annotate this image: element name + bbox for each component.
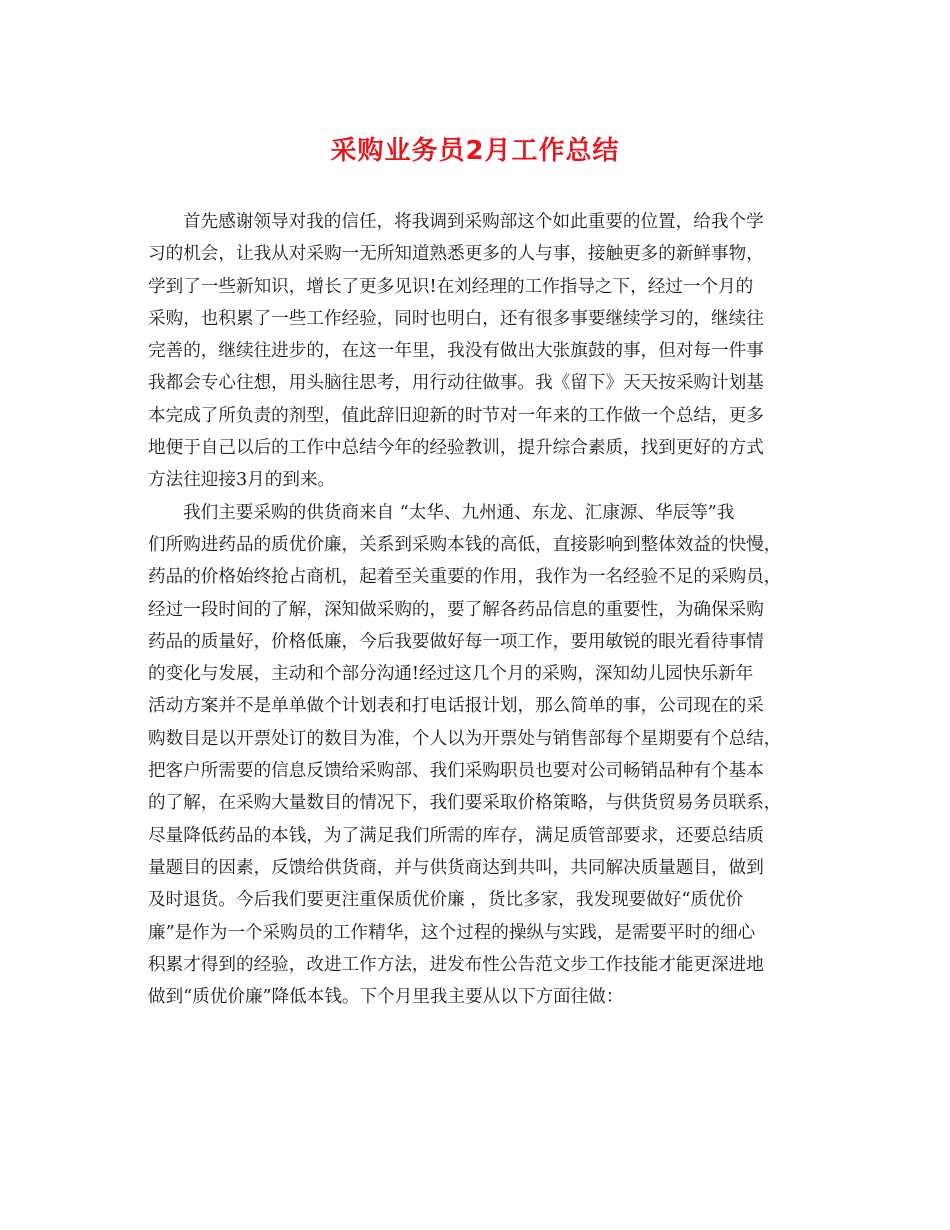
text-line: 购数目是以开票处订的数目为准，个人以为开票处与销售部每个星期要有个总结，: [148, 728, 782, 749]
text-line: 学到了一些新知识，增长了更多见识!在刘经理的工作指导之下，经过一个月的: [148, 276, 754, 297]
text-line: 量题目的因素，反馈给供货商，并与供货商达到共叫，共同解决质量题目，做到: [148, 857, 764, 878]
text-line: 经过一段时间的了解，深知做采购的，要了解各药品信息的重要性，为确保采购: [148, 599, 764, 620]
text-line: 本完成了所负责的剂型，值此辞旧迎新的时节对一年来的工作做一个总结，更多: [148, 405, 764, 426]
paragraph: [148, 206, 808, 497]
text-line: 活动方案并不是单单做个计划表和打电话报计划，那么简单的事，公司现在的采: [148, 696, 764, 717]
text-line: 的了解，在采购大量数目的情况下，我们要采取价格策略，与供货贸易务员联系，: [148, 793, 782, 814]
text-line: 采购，也积累了一些工作经验，同时也明白，还有很多事要继续学习的，继续往: [148, 308, 764, 329]
text-line: 药品的质量好，价格低廉，今后我要做好每一项工作，要用敏锐的眼光看待事情: [148, 631, 764, 652]
paragraph: [148, 497, 808, 1014]
text-line: 及时退货。今后我们要更注重保质优价廉 ，货比多家，我发现要做好“质优价: [148, 890, 744, 911]
text-line: 积累才得到的经验，改进工作方法，进发布性公告范文步工作技能才能更深进地: [148, 954, 764, 975]
document-title: 采购业务员2月工作总结: [330, 136, 620, 166]
text-line: 做到“质优价廉”降低本钱。下个月里我主要从以下方面往做：: [148, 987, 624, 1008]
text-line: 药品的价格始终抢占商机，起着至关重要的作用，我作为一名经验不足的采购员，: [148, 567, 782, 588]
text-line: 的变化与发展，主动和个部分沟通!经过这几个月的采购，深知幼儿园快乐新年: [148, 664, 754, 685]
document-body: [148, 206, 808, 1013]
text-line: 首先感谢领导对我的信任，将我调到采购部这个如此重要的位置，给我个学: [183, 212, 764, 232]
text-line: 我们主要采购的供货商来自 “太华、九州通、东龙、汇康源、华辰等”我: [183, 502, 735, 523]
text-line: 尽量降低药品的本钱，为了满足我们所需的库存，满足质管部要求，还要总结质: [148, 825, 764, 846]
text-line: 方法往迎接3月的到来。: [148, 470, 336, 491]
text-line: 我都会专心往想，用头脑往思考，用行动往做事。我《留下》天天按采购计划基: [148, 373, 764, 394]
text-line: 廉”是作为一个采购员的工作精华，这个过程的操纵与实践，是需要平时的细心: [148, 922, 756, 943]
text-line: 们所购进药品的质优价廉，关系到采购本钱的高低，直接影响到整体效益的快慢，: [148, 534, 782, 555]
text-line: 习的机会，让我从对采购一无所知道熟悉更多的人与事，接触更多的新鲜事物，: [148, 244, 764, 265]
text-line: 完善的，继续往进步的，在这一年里，我没有做出大张旗鼓的事，但对每一件事: [148, 341, 764, 362]
text-line: 地便于自己以后的工作中总结今年的经验教训，提升综合素质，找到更好的方式: [148, 438, 764, 459]
text-line: 把客户所需要的信息反馈给采购部、我们采购职员也要对公司畅销品种有个基本: [148, 761, 764, 782]
